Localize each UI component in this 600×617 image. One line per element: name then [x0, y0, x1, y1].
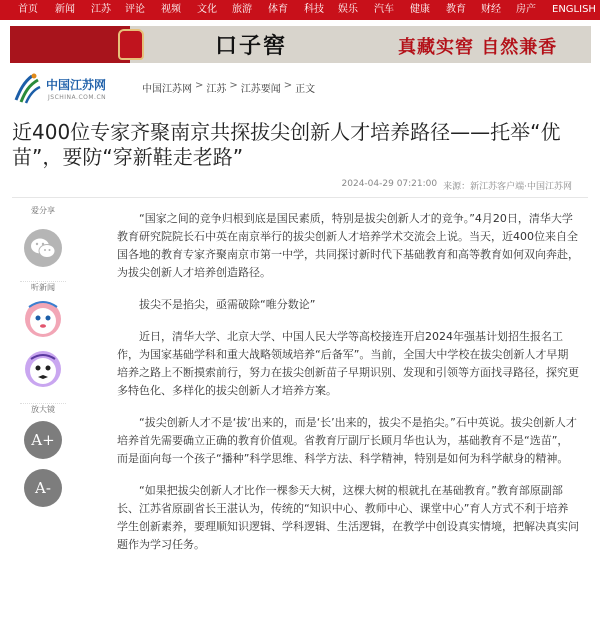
mascot-female-icon: [21, 297, 65, 341]
nav-item-auto[interactable]: 汽车: [374, 4, 394, 15]
banner-brand: 口子窖: [215, 33, 288, 59]
nav-item-sports[interactable]: 体育: [268, 4, 288, 15]
breadcrumb-item-current: 正文: [295, 84, 316, 95]
nav-item-comment[interactable]: 评论: [125, 4, 145, 15]
breadcrumb-separator: >: [229, 80, 238, 91]
banner-slogan: 真藏实窖 自然兼香: [398, 37, 558, 58]
nav-item-realestate[interactable]: 房产: [516, 4, 536, 15]
zoom-label: 放大镜: [20, 403, 66, 415]
article-body: [117, 210, 579, 568]
breadcrumb-item-jiangsu[interactable]: 江苏: [206, 84, 227, 95]
nav-item-home[interactable]: 首页: [18, 4, 38, 15]
top-nav: [0, 0, 600, 20]
title-divider: [12, 197, 588, 198]
wechat-icon: [30, 237, 56, 259]
logo-name: 中国江苏网: [46, 78, 107, 92]
zoom-out-button[interactable]: A-: [24, 469, 62, 507]
nav-item-entertainment[interactable]: 娱乐: [338, 4, 358, 15]
nav-item-english[interactable]: ENGLISH: [552, 4, 596, 15]
listen-label: 听新闻: [20, 281, 66, 293]
wechat-share-button[interactable]: [24, 229, 62, 267]
listen-male-voice-button[interactable]: [21, 347, 65, 391]
article-paragraph: “拔尖创新人才不是‘拔’出来的，而是‘长’出来的，拔尖不是掐尖。”石中英说。拔尖创新人才培养首先需要确立正确的教育价值观。省教育厅副厅长顾月华也认为，基础教育不是“选苗”，而是面向每一个孩子“播种”科学思维、科学方法、科学精神，特别是如何为科学献身的精神。: [117, 416, 577, 465]
nav-item-tech[interactable]: 科技: [304, 4, 324, 15]
breadcrumb-item-jiangsu-news[interactable]: 江苏要闻: [240, 84, 281, 95]
breadcrumb-item-home[interactable]: 中国江苏网: [142, 84, 192, 95]
share-label: 爱分享: [31, 206, 55, 215]
nav-item-news[interactable]: 新闻: [55, 4, 75, 15]
breadcrumb-separator: >: [195, 80, 204, 91]
article-datetime: 2024-04-29 07:21:00: [341, 179, 438, 189]
breadcrumb-separator: >: [283, 80, 293, 91]
logo-mark-icon: [12, 72, 42, 104]
article-paragraph: “国家之间的竞争归根到底是国民素质，特别是拔尖创新人才的竞争。”4月20日，清华大学教育研究院院长石中英在南京举行的拔尖创新人才培养学术交流会上说。当天，近400位来自全国各地的教育专家齐聚南京市第一中学，共同探讨新时代下基础教育和高等教育如何双向奔赴，为拔尖创新人才培养创造路径。: [117, 212, 579, 279]
article-source: 来源：新江苏客户端·中国江苏网: [443, 182, 572, 192]
nav-item-education[interactable]: 教育: [446, 4, 466, 15]
zoom-in-button[interactable]: A+: [24, 421, 62, 459]
article-subheading: 拔尖不是掐尖，亟需破除“唯分数论”: [139, 298, 316, 311]
ad-banner[interactable]: [10, 26, 591, 63]
liquor-bottle-icon: [118, 29, 144, 60]
sidebar-tools: [20, 205, 66, 507]
nav-item-finance[interactable]: 财经: [481, 4, 501, 15]
nav-item-jiangsu[interactable]: 江苏: [91, 4, 111, 15]
article-title: 近400位专家齐聚南京共探拔尖创新人才培养路径——托举“优苗”，要防“穿新鞋走老路”: [12, 120, 561, 169]
nav-item-health[interactable]: 健康: [410, 4, 430, 15]
nav-item-video[interactable]: 视频: [161, 4, 181, 15]
nav-item-travel[interactable]: 旅游: [232, 4, 252, 15]
mascot-male-icon: [21, 347, 65, 391]
listen-female-voice-button[interactable]: [21, 297, 65, 341]
banner-red-panel: [10, 26, 130, 63]
breadcrumb: [142, 80, 315, 95]
nav-item-culture[interactable]: 文化: [197, 4, 217, 15]
article-paragraph: 近日，清华大学、北京大学、中国人民大学等高校接连开启2024年强基计划招生报名工作，为国家基础学科和重大战略领域培养“后备军”。当前，全国大中学校在拔尖创新人才早期培养之路上不断摸索前行，努力在拔尖创新苗子早期识别、发现和引领等方面找寻路径，探究更多特色化、多样化的拔尖创新人才培养方案。: [117, 330, 579, 397]
article-meta: [342, 179, 572, 192]
site-logo[interactable]: [12, 72, 122, 106]
logo-url: JSCHINA.COM.CN: [48, 94, 107, 101]
article-paragraph: “如果把拔尖创新人才比作一棵参天大树，这棵大树的根就扎在基础教育。”教育部原副部长、江苏省原副省长王湛认为，传统的“知识中心、教师中心、课堂中心”育人方式不利于培养学生创新素养，要理顺知识逻辑、学科逻辑、生活逻辑，在教学中创设真实情境，把解决真实问题作为学习任务。: [117, 484, 579, 551]
